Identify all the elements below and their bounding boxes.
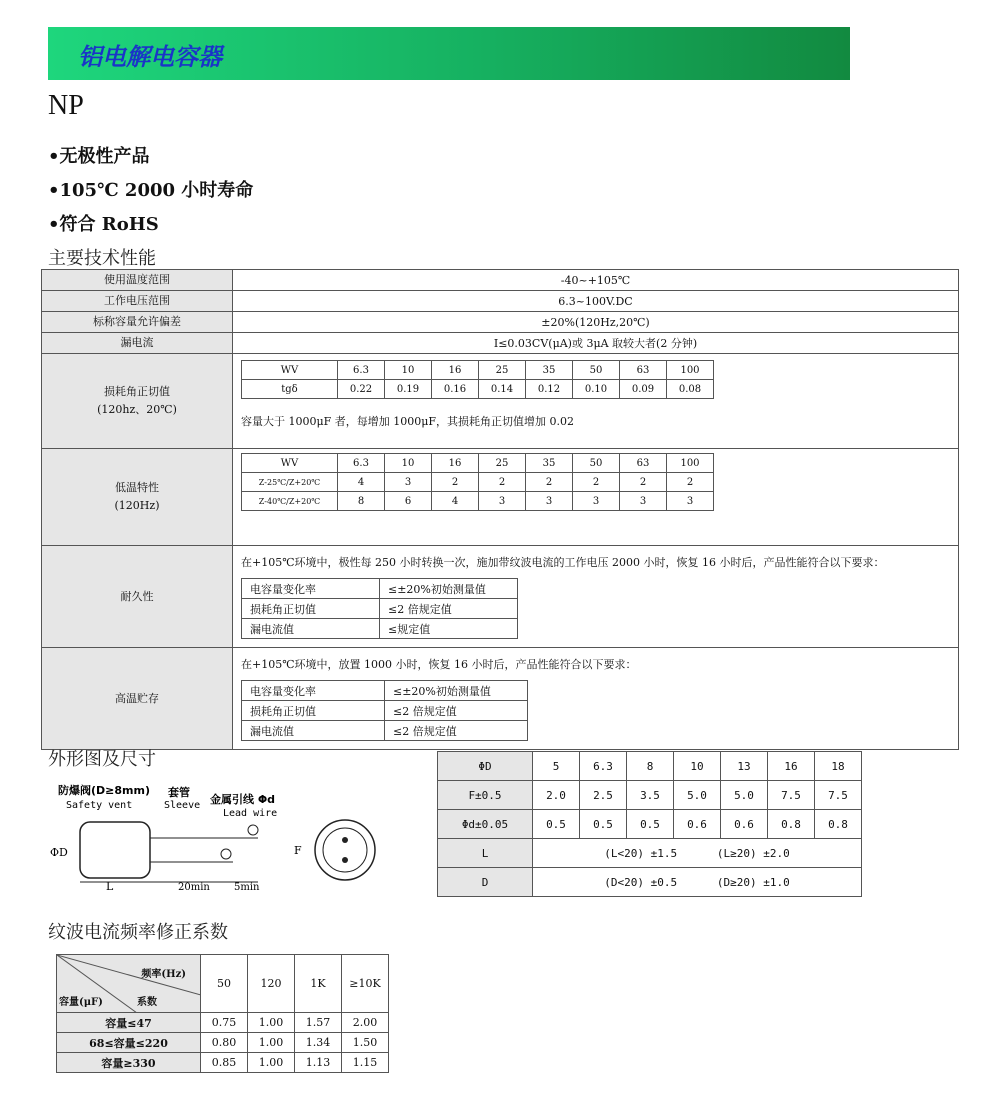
bottom-view-outer [315,820,375,880]
voltage-label: 工作电压范围 [42,291,233,312]
dimension-table [437,751,862,897]
z25-value: 2 [432,473,479,492]
z25-value: 2 [667,473,714,492]
req-label: 电容量变化率 [242,681,385,701]
tan-value: 0.08 [667,380,714,399]
tan-value: 0.10 [573,380,620,399]
tan-cell [233,354,959,449]
dim-cell: 2.0 [533,781,580,810]
dim-cell: 6.3 [580,752,627,781]
leakage-label: 漏电流 [42,333,233,354]
ripple-value: 2.00 [342,1013,389,1033]
feature-2: •105℃ 2000 小时寿命 [48,180,254,201]
z40-value: 3 [667,492,714,511]
z40-value: 3 [573,492,620,511]
lead-label-en: Lead wire [223,808,278,819]
section-ripple-title: 纹波电流频率修正系数 [48,922,228,943]
z40-value: 3 [526,492,573,511]
dim-l-tolerance: (L<20) ±1.5 (L≥20) ±2.0 [533,839,862,868]
freq-label: 频率(Hz) [141,969,186,980]
lowtemp-cond: (120Hz) [114,499,160,512]
wv: 6.3 [338,454,385,473]
freq-header: 120 [248,955,295,1013]
section-spec-title: 主要技术性能 [48,248,156,269]
wv: 100 [667,361,714,380]
req-label: 电容量变化率 [242,579,380,599]
ripple-value: 1.50 [342,1033,389,1053]
z40-value: 3 [479,492,526,511]
dim-cell: 0.6 [721,810,768,839]
storage-label: 高温贮存 [42,648,233,750]
tan-label: 损耗角正切值 [104,385,170,399]
tolerance-label: 标称容量允许偏差 [42,312,233,333]
ripple-row-label: 容量≥330 [57,1053,201,1073]
ripple-value: 1.15 [342,1053,389,1073]
wv-label: WV [242,361,338,380]
plus-icon [248,825,258,835]
lowtemp-label: 低温特性 [115,481,159,495]
wv: 10 [385,454,432,473]
dim-cell: 0.8 [768,810,815,839]
ripple-corner-cell [57,955,201,1013]
vent-label: 防爆阀(D≥8mm) [58,784,150,797]
ripple-value: 1.13 [295,1053,342,1073]
sleeve-label-en: Sleeve [164,800,201,811]
storage-text: 在+105℃环境中，放置 1000 小时，恢复 16 小时后，产品性能符合以下要求： [241,658,637,671]
lowtemp-cell [233,449,959,546]
lead-label: 金属引线 Φd [210,793,276,806]
tan-note: 容量大于 1000μF 者，每增加 1000μF，其损耗角正切值增加 0.02 [241,415,575,428]
wv-label: WV [242,454,338,473]
dim-cell: 0.5 [533,810,580,839]
freq-header: ≥10K [342,955,389,1013]
leakage-value: I≤0.03CV(μA)或 3μA 取较大者(2 分钟) [233,333,959,354]
ripple-row-label: 68≤容量≤220 [57,1033,201,1053]
capacitor-outline-diagram [48,778,388,898]
dim-cell: 0.5 [580,810,627,839]
req-value: ≤2 倍规定值 [385,721,528,741]
lead-5-label: 5min [234,882,260,893]
z25-value: 2 [573,473,620,492]
z40-value: 3 [620,492,667,511]
z25-value: 2 [526,473,573,492]
wv: 10 [385,361,432,380]
ripple-value: 1.34 [295,1033,342,1053]
lowtemp-label-cell [42,449,233,546]
temp-value: -40~+105℃ [233,270,959,291]
dim-cell: 7.5 [815,781,862,810]
wv: 50 [573,454,620,473]
z25-value: 2 [620,473,667,492]
lead-20-label: 20min [178,882,210,893]
ripple-row-label: 容量≤47 [57,1013,201,1033]
dim-cell: 10 [674,752,721,781]
tan-value: 0.16 [432,380,479,399]
cap-label: 容量(μF) [59,997,103,1008]
coef-label: 系数 [137,997,157,1008]
dim-header: D [438,868,533,897]
dim-header: Φd±0.05 [438,810,533,839]
capacitor-body [80,822,150,878]
endurance-text: 在+105℃环境中，极性每 250 小时转换一次，施加带纹波电流的工作电压 2000 小时，恢复 16 小时后，产品性能符合以下要求： [241,556,885,569]
page-title: 铝电解电容器 [78,43,222,71]
section-outline-title: 外形图及尺寸 [48,749,156,770]
length-label: L [106,880,114,893]
z25-value: 2 [479,473,526,492]
endurance-table [241,578,518,639]
dim-cell: 0.5 [627,810,674,839]
wv: 25 [479,454,526,473]
req-value: ≤2 倍规定值 [385,701,528,721]
dim-cell: 2.5 [580,781,627,810]
z40-label: Z-40℃/Z+20℃ [242,492,338,511]
tan-value: 0.09 [620,380,667,399]
dim-cell: 5.0 [721,781,768,810]
f-label: F [294,844,302,857]
series-name: NP [48,90,84,121]
tan-cond: (120hz、20℃) [97,403,177,416]
ripple-value: 1.00 [248,1013,295,1033]
wv: 50 [573,361,620,380]
req-label: 漏电流值 [242,721,385,741]
tan-value: 0.12 [526,380,573,399]
ripple-value: 1.00 [248,1033,295,1053]
z40-value: 6 [385,492,432,511]
ripple-table [56,954,389,1073]
storage-cell [233,648,959,750]
spec-table [41,269,959,750]
storage-table [241,680,528,741]
phid-label: ΦD [50,846,68,859]
minus-icon [221,849,231,859]
voltage-value: 6.3~100V.DC [233,291,959,312]
dim-d-tolerance: (D<20) ±0.5 (D≥20) ±1.0 [533,868,862,897]
wv: 35 [526,361,573,380]
tolerance-value: ±20%(120Hz,20℃) [233,312,959,333]
lead-hole [342,857,348,863]
z25-value: 4 [338,473,385,492]
sleeve-label: 套管 [168,786,190,799]
dim-cell: 0.6 [674,810,721,839]
ripple-value: 0.75 [201,1013,248,1033]
wv: 100 [667,454,714,473]
dim-header: ΦD [438,752,533,781]
req-label: 漏电流值 [242,619,380,639]
wv: 25 [479,361,526,380]
vent-label-en: Safety vent [66,800,133,811]
req-label: 损耗角正切值 [242,701,385,721]
temp-label: 使用温度范围 [42,270,233,291]
dim-cell: 5 [533,752,580,781]
z25-label: Z-25℃/Z+20℃ [242,473,338,492]
ripple-value: 0.80 [201,1033,248,1053]
tan-row-label: tgδ [242,380,338,399]
wv: 35 [526,454,573,473]
dim-cell: 0.8 [815,810,862,839]
dim-cell: 8 [627,752,674,781]
dim-cell: 13 [721,752,768,781]
bottom-view-inner [323,828,367,872]
freq-header: 50 [201,955,248,1013]
tan-value: 0.14 [479,380,526,399]
req-value: ≤规定值 [380,619,518,639]
wv: 16 [432,361,479,380]
dim-cell: 16 [768,752,815,781]
endurance-cell [233,546,959,648]
dim-header: F±0.5 [438,781,533,810]
req-value: ≤2 倍规定值 [380,599,518,619]
req-label: 损耗角正切值 [242,599,380,619]
freq-header: 1K [295,955,342,1013]
dim-cell: 3.5 [627,781,674,810]
lowtemp-table [241,453,714,511]
dim-cell: 7.5 [768,781,815,810]
wv: 63 [620,454,667,473]
req-value: ≤±20%初始测量值 [380,579,518,599]
feature-3: •符合 RoHS [48,214,159,235]
dim-cell: 5.0 [674,781,721,810]
wv: 63 [620,361,667,380]
lead-hole [342,837,348,843]
wv: 6.3 [338,361,385,380]
title-banner [48,27,850,80]
z40-value: 4 [432,492,479,511]
wv: 16 [432,454,479,473]
endurance-label: 耐久性 [42,546,233,648]
tan-value: 0.22 [338,380,385,399]
tan-table [241,360,714,399]
ripple-value: 0.85 [201,1053,248,1073]
req-value: ≤±20%初始测量值 [385,681,528,701]
dim-cell: 18 [815,752,862,781]
z25-value: 3 [385,473,432,492]
feature-1: •无极性产品 [48,146,150,167]
ripple-value: 1.57 [295,1013,342,1033]
tan-value: 0.19 [385,380,432,399]
dim-header: L [438,839,533,868]
ripple-value: 1.00 [248,1053,295,1073]
z40-value: 8 [338,492,385,511]
tan-label-cell [42,354,233,449]
